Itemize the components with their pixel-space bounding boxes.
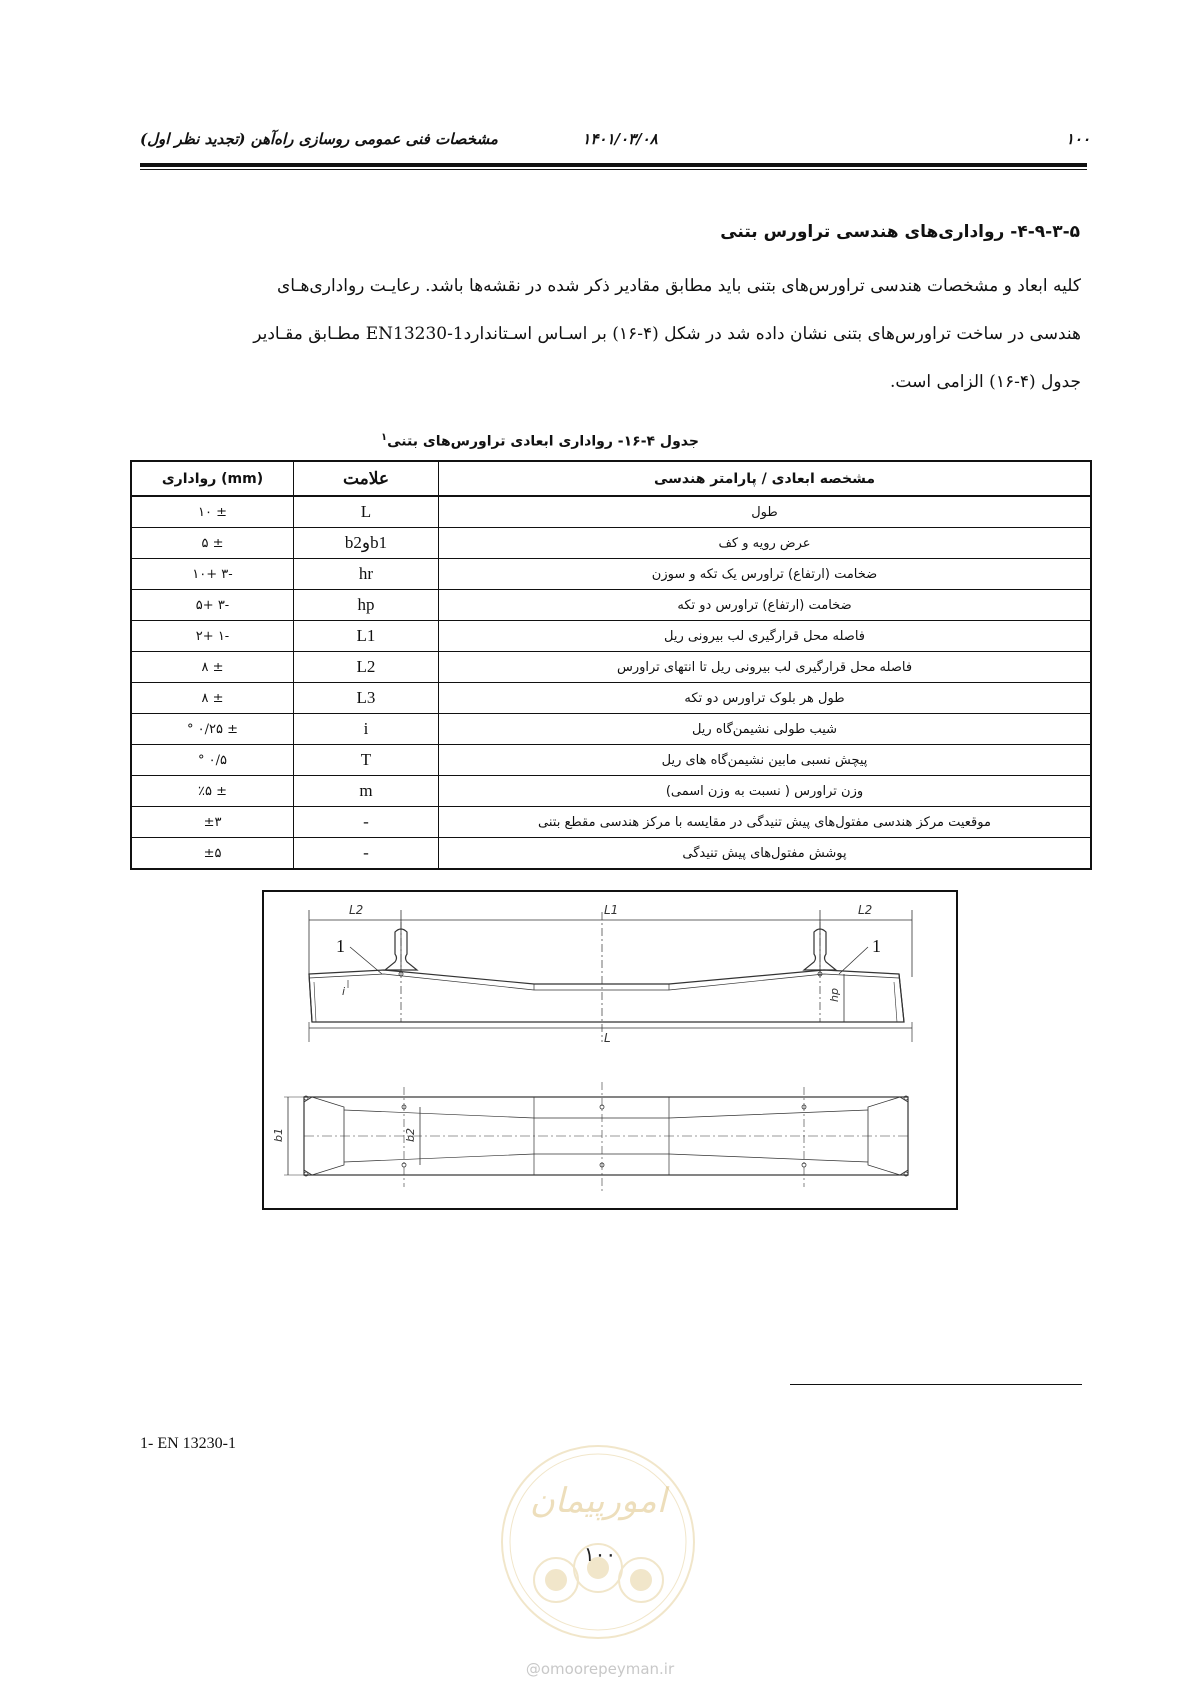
cell-tolerance: ± ۱۰ — [131, 496, 294, 528]
cell-parameter: فاصله محل قرارگیری لب بیرونی ریل تا انتهای تراورس — [439, 652, 1092, 683]
page-number-footer: ۱۰۰ — [583, 1542, 617, 1566]
cell-symbol: L2 — [294, 652, 439, 683]
cell-parameter: ضخامت (ارتفاع) تراورس یک تکه و سوزن — [439, 559, 1092, 590]
table-row — [131, 559, 1091, 590]
cell-symbol: hp — [294, 590, 439, 621]
tolerance-table — [130, 460, 1092, 870]
table-row — [131, 683, 1091, 714]
callout-1-left: 1 — [336, 936, 345, 956]
table-row — [131, 528, 1091, 559]
table-caption-text: جدول ۴-۱۶- رواداری ابعادی تراورس‌های بتنی — [387, 433, 699, 450]
header-date: ۱۴۰۱/۰۳/۰۸ — [582, 130, 658, 148]
cell-tolerance: ± ۸ — [131, 652, 294, 683]
footnote-rule — [790, 1384, 1082, 1385]
label-l1: L1 — [604, 903, 619, 917]
table-row — [131, 652, 1091, 683]
cell-symbol: L3 — [294, 683, 439, 714]
cell-tolerance: ±۳ — [131, 807, 294, 838]
label-b1: b1 — [272, 1128, 285, 1142]
cell-symbol: - — [294, 807, 439, 838]
top-dimensions — [309, 910, 912, 977]
footnote-text: 1- EN 13230-1 — [140, 1435, 236, 1452]
header-page-number: ۱۰۰ — [1065, 130, 1090, 148]
label-l2-left: L2 — [349, 903, 364, 917]
table-row — [131, 838, 1091, 870]
cell-symbol: - — [294, 838, 439, 870]
cell-parameter: وزن تراورس ( نسبت به وزن اسمی) — [439, 776, 1092, 807]
header-rule-thick — [140, 163, 1087, 167]
cell-tolerance: ± ۰/۲۵ ° — [131, 714, 294, 745]
callout-1-right: 1 — [872, 936, 881, 956]
table-row — [131, 496, 1091, 528]
sleeper-drawing-figure — [262, 890, 958, 1210]
cell-symbol: L1 — [294, 621, 439, 652]
cell-parameter: عرض رویه و کف — [439, 528, 1092, 559]
table-caption — [300, 432, 780, 450]
label-l: L — [604, 1031, 611, 1045]
table-row — [131, 807, 1091, 838]
sleeper-drawing — [264, 892, 955, 1207]
cell-symbol: m — [294, 776, 439, 807]
footnote-mark: ۱ — [381, 432, 388, 443]
cell-tolerance: -۳ +۵ — [131, 590, 294, 621]
cell-symbol: b2وb1 — [294, 528, 439, 559]
table-header-row — [131, 461, 1091, 496]
cell-parameter: شیب طولی نشیمن‌گاه ریل — [439, 714, 1092, 745]
cell-symbol: i — [294, 714, 439, 745]
paragraph-line-2: هندسی در ساخت تراورس‌های بتنی نشان داده شد در شکل (۴-۱۶) بر اسـاس اسـتانداردEN13230-1 مطـابق مقـادیر — [253, 324, 1081, 344]
cell-parameter: فاصله محل قرارگیری لب بیرونی ریل — [439, 621, 1092, 652]
cell-tolerance: ±۵ — [131, 838, 294, 870]
cell-tolerance: ± ٪۵ — [131, 776, 294, 807]
header-title: مشخصات فنی عمومی روسازی راه‌آهن (تجدید نظر اول) — [140, 130, 498, 148]
header-parameter: مشخصه ابعادی / پارامتر هندسی — [439, 461, 1092, 496]
cell-tolerance: ۰/۵ ° — [131, 745, 294, 776]
cell-parameter: موقعیت مرکز هندسی مفتول‌های پیش تنیدگی در مقایسه با مرکز هندسی مقطع بتنی — [439, 807, 1092, 838]
watermark-brand: امورپیمان — [529, 1481, 667, 1521]
header-rule-thin — [140, 169, 1087, 170]
cell-symbol: T — [294, 745, 439, 776]
cell-symbol: hr — [294, 559, 439, 590]
cell-tolerance: ± ۵ — [131, 528, 294, 559]
cell-tolerance: -۳ +۱۰ — [131, 559, 294, 590]
paragraph-line-3: جدول (۴-۱۶) الزامی است. — [890, 372, 1081, 392]
cell-tolerance: -۱ +۲ — [131, 621, 294, 652]
cell-symbol: L — [294, 496, 439, 528]
cell-parameter: طول هر بلوک تراورس دو تکه — [439, 683, 1092, 714]
table-row — [131, 621, 1091, 652]
label-b2: b2 — [404, 1128, 417, 1142]
table-row — [131, 776, 1091, 807]
watermark-url: @omoorepeyman.ir — [525, 1660, 675, 1678]
label-slope-i: i — [342, 985, 346, 998]
sleeper-plan-view — [304, 1097, 908, 1175]
header-tolerance: رواداری (mm) — [131, 461, 294, 496]
cell-parameter: پیچش نسبی مابین نشیمن‌گاه های ریل — [439, 745, 1092, 776]
cell-tolerance: ± ۸ — [131, 683, 294, 714]
table-body — [131, 496, 1091, 869]
cell-parameter: پوشش مفتول‌های پیش تنیدگی — [439, 838, 1092, 870]
table-row — [131, 590, 1091, 621]
cell-parameter: طول — [439, 496, 1092, 528]
label-l2-right: L2 — [858, 903, 873, 917]
label-hp: hp — [828, 988, 841, 1002]
section-heading: ۴-۹-۳-۵- رواداری‌های هندسی تراورس بتنی — [720, 222, 1080, 242]
table-row — [131, 745, 1091, 776]
paragraph-line-1: کلیه ابعاد و مشخصات هندسی تراورس‌های بتنی باید مطابق مقادیر ذکر شده در نقشه‌ها باشد. رعایـت رواداری‌هـای — [277, 276, 1081, 296]
table-row — [131, 714, 1091, 745]
header-symbol: علامت — [294, 461, 439, 496]
cell-parameter: ضخامت (ارتفاع) تراورس دو تکه — [439, 590, 1092, 621]
sleeper-side-view — [309, 970, 904, 1022]
